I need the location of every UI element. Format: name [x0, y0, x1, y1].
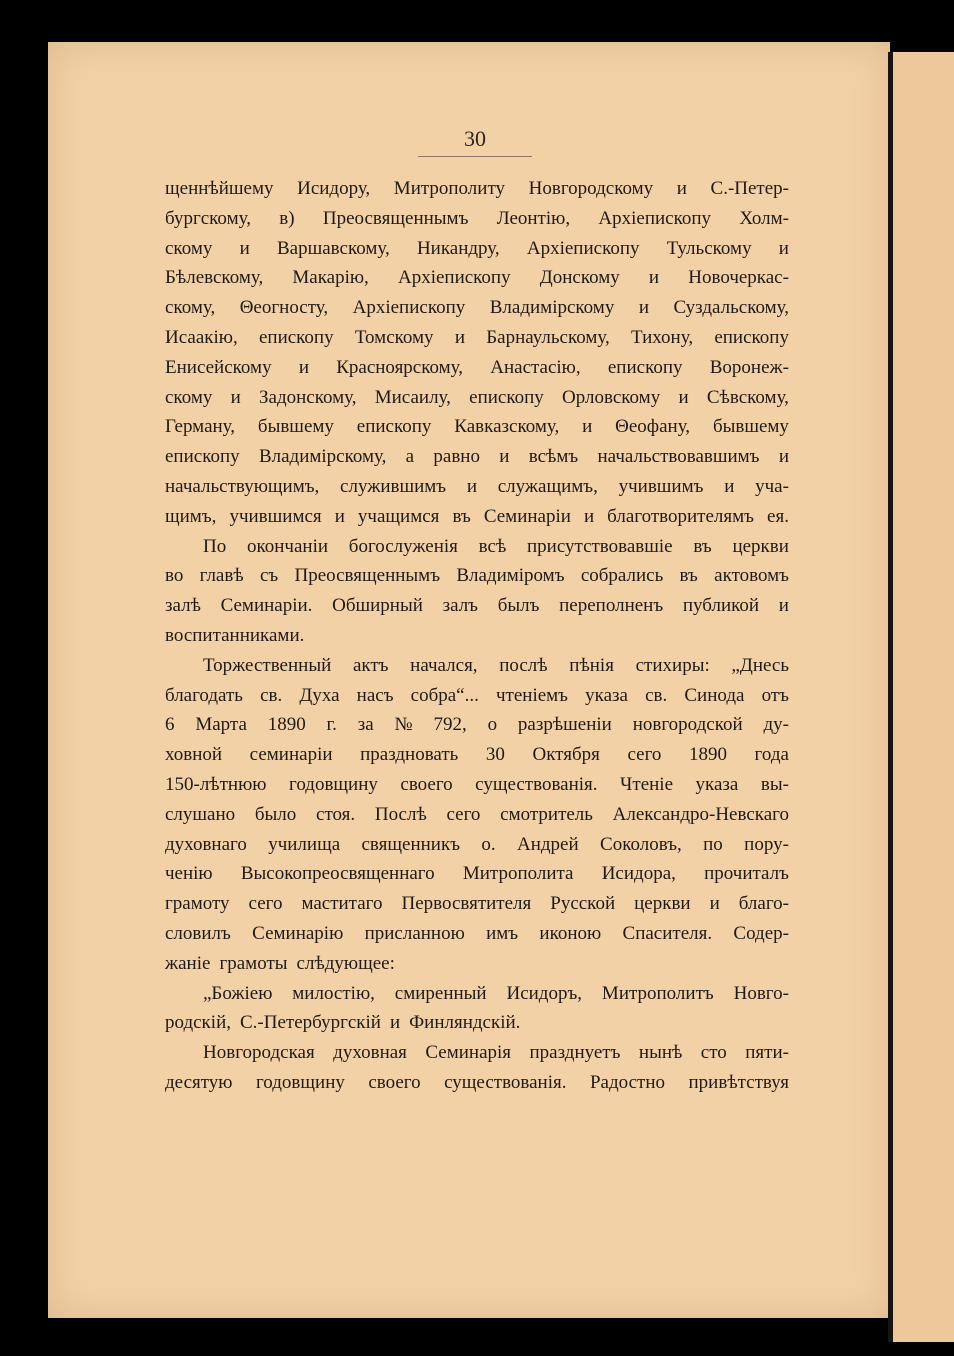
- word: начальствовавшимъ: [597, 446, 760, 468]
- word: духовная: [333, 1042, 407, 1064]
- word: учившимъ: [618, 475, 704, 497]
- word: Октября: [532, 744, 600, 766]
- word: 30: [485, 744, 505, 766]
- word: родскій,: [165, 1012, 231, 1034]
- word: имъ: [486, 922, 519, 944]
- word: милостію,: [292, 982, 375, 1004]
- word: за: [357, 714, 374, 736]
- word: Спасителя.: [622, 922, 713, 944]
- word: присланною: [364, 922, 465, 944]
- word: Семинарія: [425, 1042, 512, 1064]
- word: 6: [165, 714, 175, 736]
- word: епископу: [258, 326, 334, 348]
- word: Первосвятителя: [401, 893, 532, 915]
- text-line: [165, 1068, 789, 1098]
- word: скому: [165, 386, 213, 408]
- word: „Божіею: [203, 982, 273, 1004]
- word: и: [334, 505, 345, 527]
- word: слушано: [165, 803, 236, 825]
- word: смиренный: [394, 982, 487, 1004]
- text-line: [165, 561, 789, 591]
- word: и: [778, 237, 789, 259]
- word: Бѣлевскому,: [165, 267, 264, 289]
- word: указа: [585, 684, 628, 706]
- word: Исидору,: [297, 178, 371, 199]
- word: Преосвященнымъ: [294, 565, 441, 587]
- text-line: [165, 949, 789, 979]
- word: въ: [693, 535, 712, 557]
- word: церкви: [634, 893, 691, 915]
- word: Митрополиту: [393, 178, 506, 199]
- word: в): [279, 207, 295, 229]
- word: служащимъ,: [497, 475, 598, 497]
- word: Финляндскій.: [409, 1012, 521, 1034]
- word: былъ: [497, 595, 540, 617]
- word: привѣтствуя: [688, 1071, 789, 1093]
- word: св.: [645, 684, 668, 706]
- word: окончаніи: [246, 535, 329, 557]
- word: чтеніемъ: [495, 684, 569, 706]
- word: Тихону,: [630, 326, 694, 348]
- text-line: [165, 502, 789, 532]
- text-line: [165, 979, 789, 1009]
- word: 792,: [433, 714, 467, 736]
- word: Синода: [684, 684, 745, 706]
- word: Владиміромъ: [456, 565, 565, 587]
- word: иконою: [539, 922, 602, 944]
- word: актовомъ: [714, 565, 789, 587]
- word: Архіепископу: [526, 237, 640, 259]
- word: залъ: [442, 595, 479, 617]
- word: и: [778, 595, 789, 617]
- word: Русской: [550, 893, 616, 915]
- word: маститаго: [301, 893, 383, 915]
- word: присутствовавшіе: [527, 535, 673, 557]
- body-text: [165, 174, 789, 1098]
- word: указа: [695, 773, 739, 795]
- word: Исаакію,: [165, 326, 238, 348]
- word: грамоту: [165, 893, 230, 915]
- word: Донскому: [539, 267, 620, 289]
- word: епископу: [469, 386, 544, 408]
- word: Задонскому,: [259, 386, 357, 408]
- word: благо-: [738, 893, 789, 915]
- word: епископу: [714, 326, 789, 348]
- text-line: [165, 681, 789, 711]
- word: Соколовъ,: [600, 833, 682, 855]
- word: ченію: [165, 863, 213, 885]
- word: а: [405, 446, 415, 468]
- word: и: [648, 267, 660, 289]
- word: св.: [260, 684, 283, 706]
- word: С.-Петербургскій: [239, 1012, 381, 1034]
- word: Архіепископу: [397, 267, 511, 289]
- word: Θеогносту,: [239, 297, 329, 319]
- word: и: [583, 505, 595, 527]
- word: Герману,: [165, 416, 236, 438]
- text-line: [165, 770, 789, 800]
- word: прочиталъ: [704, 863, 789, 885]
- word: послѣ: [499, 654, 548, 676]
- word: „Днесь: [731, 654, 789, 676]
- word: богослуженія: [348, 535, 458, 557]
- word: было: [254, 803, 297, 825]
- word: скому,: [165, 297, 216, 319]
- word: благодать: [165, 684, 243, 706]
- word: Леонтію,: [496, 207, 571, 229]
- word: учившимся: [229, 505, 322, 527]
- word: грамоты: [219, 952, 288, 974]
- word: Холм-: [739, 207, 789, 229]
- word: семинаріи: [249, 744, 333, 766]
- word: и: [778, 446, 789, 468]
- word: жаніе: [165, 952, 211, 974]
- word: слѣдующее:: [296, 952, 395, 974]
- word: служившимъ: [340, 475, 447, 497]
- word: сего: [627, 744, 662, 766]
- text-line: [165, 234, 789, 264]
- word: Анастасію,: [490, 356, 581, 378]
- text-line: [165, 830, 789, 860]
- text-line: [165, 204, 789, 234]
- word: Новгородская: [203, 1042, 315, 1064]
- word: Орловскому: [562, 386, 661, 408]
- word: нынѣ: [638, 1042, 683, 1064]
- word: г.: [326, 714, 337, 736]
- word: Θеофану,: [615, 416, 691, 438]
- word: и: [499, 446, 510, 468]
- word: Барнаульскому,: [486, 326, 610, 348]
- word: Енисейскому: [165, 356, 272, 378]
- word: публикой: [682, 595, 760, 617]
- word: училища: [268, 833, 341, 855]
- text-line: [165, 412, 789, 442]
- word: Архіепископу: [352, 297, 466, 319]
- word: и: [582, 416, 593, 438]
- word: Варшавскому,: [276, 237, 390, 259]
- word: уча-: [755, 475, 789, 497]
- word: Чтеніе: [620, 773, 674, 795]
- word: Новго-: [733, 982, 789, 1004]
- text-line: [165, 591, 789, 621]
- word: съ: [259, 565, 279, 587]
- word: Мисаилу,: [374, 386, 451, 408]
- word: бывшему: [712, 416, 789, 438]
- word: Высокопреосвященнаго: [240, 863, 435, 885]
- word: сто: [700, 1042, 727, 1064]
- word: и: [466, 475, 478, 497]
- text-line: [165, 323, 789, 353]
- word: въ: [452, 505, 471, 527]
- word: Исидора,: [601, 863, 676, 885]
- word: Новочеркас-: [688, 267, 789, 289]
- word: бургскому,: [165, 207, 251, 229]
- word: ду-: [763, 714, 789, 736]
- word: смотритель: [500, 803, 593, 825]
- word: годовщину: [289, 773, 378, 795]
- word: 1890: [688, 744, 727, 766]
- text-line: [165, 1038, 789, 1068]
- word: Послѣ: [374, 803, 427, 825]
- text-line: [165, 293, 789, 323]
- word: епископу: [165, 446, 240, 468]
- word: собра“...: [410, 684, 479, 706]
- word: всѣмъ: [528, 446, 579, 468]
- text-line: [165, 383, 789, 413]
- word: священникъ: [361, 833, 461, 855]
- text-line: [165, 919, 789, 949]
- word: Владимірскому,: [258, 446, 387, 468]
- word: Митрополита: [462, 863, 574, 885]
- word: Архіепископу: [598, 207, 712, 229]
- word: Радостно: [589, 1071, 666, 1093]
- word: переполненъ: [559, 595, 664, 617]
- word: №: [394, 714, 413, 736]
- word: Духа: [299, 684, 340, 706]
- word: и: [638, 297, 649, 319]
- word: празднуетъ: [529, 1042, 621, 1064]
- word: и: [230, 386, 241, 408]
- word: и: [239, 237, 250, 259]
- word: Кавказскому,: [454, 416, 560, 438]
- text-line: [165, 532, 789, 562]
- word: скому: [165, 237, 213, 259]
- word: по: [703, 833, 723, 855]
- word: Преосвященнымъ: [322, 207, 469, 229]
- header-rule: [418, 156, 532, 157]
- word: Марта: [195, 714, 247, 736]
- word: словилъ: [165, 922, 231, 944]
- word: щимъ,: [165, 505, 217, 527]
- word: ея.: [767, 505, 789, 527]
- word: начался,: [410, 654, 478, 676]
- word: пяти-: [745, 1042, 789, 1064]
- word: благотворителямъ: [607, 505, 754, 527]
- word: Обширный: [332, 595, 423, 617]
- page-number: 30: [464, 126, 486, 151]
- word: во: [165, 565, 184, 587]
- word: о.: [481, 833, 496, 855]
- word: церкви: [732, 535, 789, 557]
- word: всѣ: [478, 535, 507, 557]
- word: Содер-: [733, 922, 789, 944]
- word: ховной: [165, 744, 223, 766]
- text-line: [165, 621, 789, 651]
- word: и: [298, 356, 309, 378]
- word: и: [724, 475, 735, 497]
- word: сего: [248, 893, 283, 915]
- text-line: [165, 651, 789, 681]
- word: Исидоръ,: [506, 982, 583, 1004]
- word: Александро-Невскаго: [612, 803, 789, 825]
- word: учащимся: [357, 505, 440, 527]
- word: отъ: [761, 684, 789, 706]
- word: главѣ: [199, 565, 244, 587]
- word: Торжественный: [203, 654, 332, 676]
- word: пѣнія: [569, 654, 614, 676]
- text-line: [165, 859, 789, 889]
- word: С.-Петер-: [710, 178, 789, 199]
- word: въ: [679, 565, 698, 587]
- word: стихиры:: [635, 654, 710, 676]
- word: сего: [446, 803, 481, 825]
- word: пору-: [744, 833, 789, 855]
- word: о: [487, 714, 498, 736]
- word: и: [709, 893, 720, 915]
- word: вы-: [760, 773, 789, 795]
- word: и: [678, 386, 689, 408]
- word: воспитанниками.: [165, 624, 305, 646]
- word: бывшему: [257, 416, 334, 438]
- word: годовщину: [255, 1071, 345, 1093]
- word: своего: [368, 1071, 421, 1093]
- word: По: [203, 535, 227, 557]
- word: Сѣвскому,: [706, 386, 789, 408]
- text-line: [165, 174, 789, 204]
- word: Новгородскому: [528, 178, 654, 199]
- word: 150-лѣтнюю: [165, 773, 267, 795]
- word: и: [454, 326, 465, 348]
- word: существованія.: [444, 1071, 567, 1093]
- word: десятую: [165, 1071, 233, 1093]
- word: собрались: [580, 565, 664, 587]
- word: начальствующимъ,: [165, 475, 320, 497]
- word: духовнаго: [165, 833, 247, 855]
- text-line: [165, 263, 789, 293]
- word: существованія.: [475, 773, 598, 795]
- word: года: [754, 744, 789, 766]
- word: Воронеж-: [709, 356, 789, 378]
- word: Семинаріи.: [220, 595, 313, 617]
- word: Никандру,: [416, 237, 500, 259]
- word: Суздальскому,: [673, 297, 789, 319]
- text-line: [165, 353, 789, 383]
- text-line: [165, 710, 789, 740]
- word: Томскому: [354, 326, 434, 348]
- text-line: [165, 1008, 789, 1038]
- word: Макарію,: [292, 267, 369, 289]
- word: и: [676, 178, 687, 199]
- word: праздновать: [360, 744, 459, 766]
- word: епископу: [607, 356, 683, 378]
- word: Семинарію: [252, 922, 344, 944]
- word: новгородской: [632, 714, 743, 736]
- word: стоя.: [316, 803, 356, 825]
- word: щеннѣйшему: [165, 178, 274, 199]
- text-line: [165, 442, 789, 472]
- word: 1890: [267, 714, 306, 736]
- word: своего: [400, 773, 453, 795]
- text-line: [165, 472, 789, 502]
- text-line: [165, 800, 789, 830]
- word: Митрополитъ: [601, 982, 714, 1004]
- text-line: [165, 740, 789, 770]
- word: Владимірскому: [489, 297, 615, 319]
- word: разрѣшеніи: [517, 714, 612, 736]
- word: актъ: [352, 654, 389, 676]
- word: Андрей: [517, 833, 579, 855]
- word: и: [389, 1012, 401, 1034]
- word: Семинаріи: [483, 505, 571, 527]
- word: епископу: [356, 416, 432, 438]
- word: Красноярскому,: [336, 356, 464, 378]
- text-line: [165, 889, 789, 919]
- word: залѣ: [165, 595, 201, 617]
- word: насъ: [356, 684, 394, 706]
- word: равно: [433, 446, 480, 468]
- adjacent-page-edge: [893, 52, 954, 1342]
- word: Тульскому: [666, 237, 752, 259]
